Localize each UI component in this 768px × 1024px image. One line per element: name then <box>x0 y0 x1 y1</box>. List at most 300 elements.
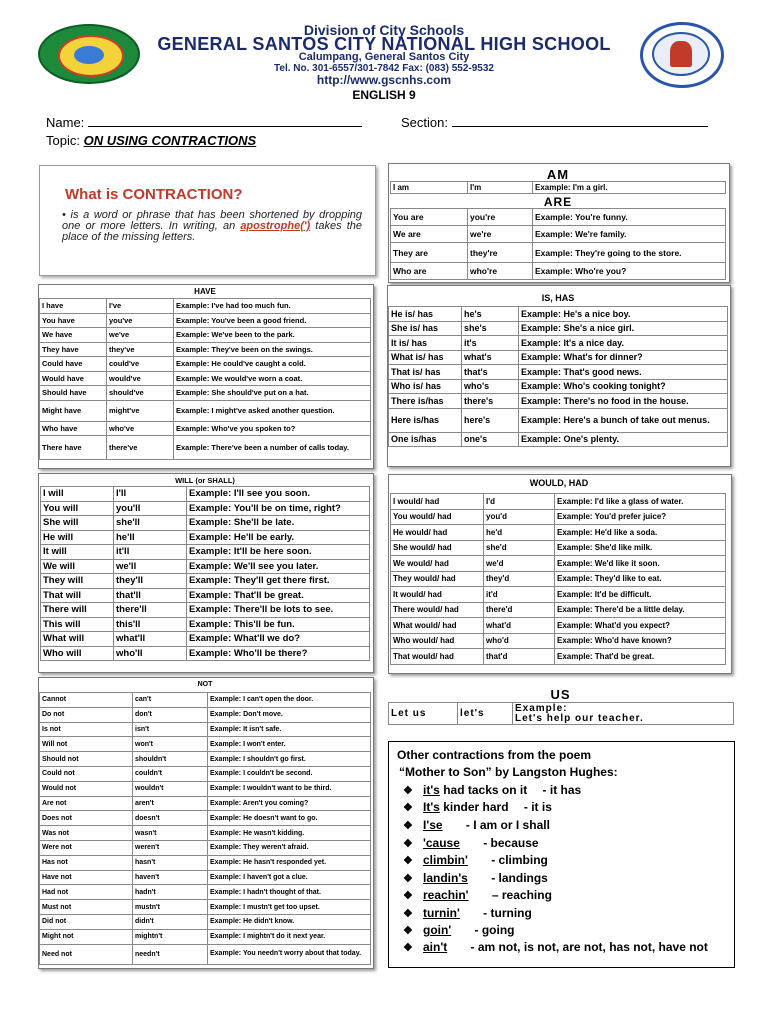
school-name: GENERAL SANTOS CITY NATIONAL HIGH SCHOOL <box>157 34 611 54</box>
diamond-bullet-icon: ❖ <box>403 855 413 867</box>
school-address: Calumpang, General Santos City <box>298 51 470 63</box>
diamond-bullet-icon: ❖ <box>403 785 413 797</box>
not-row <box>40 693 371 708</box>
would-row <box>391 525 726 541</box>
definition-box <box>39 165 376 276</box>
poem-word: landin's <box>423 871 468 885</box>
contraction-cell: who'll <box>114 646 187 661</box>
poem-meaning: - I am or I shall <box>462 818 550 832</box>
not-row <box>40 870 371 885</box>
am-table <box>390 181 726 194</box>
poem-contraction-row <box>403 888 552 902</box>
contraction-cell: it's <box>462 336 519 351</box>
full-form-cell: We will <box>41 559 114 574</box>
full-form-cell: One is/has <box>389 432 462 447</box>
contraction-cell: that's <box>462 365 519 380</box>
have-title: HAVE <box>194 287 216 296</box>
example-cell: Example: She'd like milk. <box>555 540 726 556</box>
topic-value: ON USING CONTRACTIONS <box>83 133 257 148</box>
full-form-cell: Is not <box>40 722 133 737</box>
full-form-cell: That will <box>41 588 114 603</box>
example-cell: Example: Who's cooking tonight? <box>519 379 728 394</box>
example-cell: Example: I won't enter. <box>208 737 371 752</box>
name-field[interactable] <box>46 114 362 130</box>
poem-meaning: - turning <box>479 906 532 920</box>
example-cell: Example: I'll see you soon. <box>187 487 370 502</box>
have-row <box>40 342 371 357</box>
will-row <box>41 516 370 531</box>
full-form-cell: They would/ had <box>391 571 484 587</box>
topic-line <box>46 133 256 148</box>
full-form-cell: Must not <box>40 900 133 915</box>
example-cell: Example: It'd be difficult. <box>555 587 726 603</box>
poem-contraction-row <box>403 923 515 937</box>
example-cell: Example: I've had too much fun. <box>174 299 371 314</box>
contraction-cell: there'll <box>114 603 187 618</box>
full-form-cell: Was not <box>40 826 133 841</box>
us-contraction: let's <box>458 703 513 725</box>
contraction-cell: haven't <box>133 870 208 885</box>
is_has-row <box>389 350 728 365</box>
example-cell: Example: He hasn't responded yet. <box>208 855 371 870</box>
full-form-cell: Will not <box>40 737 133 752</box>
contraction-cell: might've <box>107 400 174 421</box>
would-row <box>391 587 726 603</box>
contraction-cell: I've <box>107 299 174 314</box>
is_has-row <box>389 432 728 447</box>
full-form-cell: We are <box>391 226 468 243</box>
contraction-cell: what'll <box>114 632 187 647</box>
is_has-row <box>389 408 728 432</box>
poem-context: had tacks on it <box>439 783 528 797</box>
example-cell: Example: There've been a number of calls today. <box>174 436 371 460</box>
contraction-cell: here's <box>462 408 519 432</box>
poem-contraction-row <box>403 906 532 920</box>
not-row <box>40 885 371 900</box>
full-form-cell: He will <box>41 530 114 545</box>
example-cell: Example: I mustn't get too upset. <box>208 900 371 915</box>
example-cell: Example: I couldn't be second. <box>208 766 371 781</box>
example-cell: Example: He's a nice boy. <box>519 307 728 322</box>
poem-contraction-row <box>403 783 581 797</box>
contraction-cell: who've <box>107 421 174 436</box>
are-row <box>391 226 726 243</box>
example-cell: Example: They'll get there first. <box>187 574 370 589</box>
will-row <box>41 487 370 502</box>
contraction-cell: wasn't <box>133 826 208 841</box>
name-blank[interactable] <box>88 114 362 127</box>
have-row <box>40 299 371 314</box>
not-row <box>40 722 371 737</box>
contraction-cell: you're <box>468 209 533 226</box>
full-form-cell: We would/ had <box>391 556 484 572</box>
will-row <box>41 646 370 661</box>
contraction-cell: there'd <box>484 602 555 618</box>
contraction-cell: you'd <box>484 509 555 525</box>
poem-meaning: - it has <box>539 783 582 797</box>
full-form-cell: Who would/ had <box>391 633 484 649</box>
bullet-icon: • <box>62 209 66 221</box>
section-field[interactable] <box>401 114 708 130</box>
poem-contraction-row <box>403 871 548 885</box>
full-form-cell: That would/ had <box>391 649 484 665</box>
example-cell: Example: They weren't afraid. <box>208 840 371 855</box>
example-cell: Example: You'll be on time, right? <box>187 501 370 516</box>
contraction-cell: can't <box>133 693 208 708</box>
contraction-cell: this'll <box>114 617 187 632</box>
name-label: Name: <box>46 115 85 130</box>
are-row <box>391 263 726 280</box>
contraction-cell: there've <box>107 436 174 460</box>
contraction-cell: we're <box>468 226 533 243</box>
full-form-cell: They will <box>41 574 114 589</box>
contraction-cell: hasn't <box>133 855 208 870</box>
poem-word: climbin' <box>423 853 468 867</box>
are-table <box>390 208 726 280</box>
full-form-cell: He is/ has <box>389 307 462 322</box>
poem-word: ain't <box>423 940 448 954</box>
poem-word: 'cause <box>423 836 460 850</box>
full-form-cell: What will <box>41 632 114 647</box>
example-cell: Example: We've been to the park. <box>174 328 371 343</box>
not-row <box>40 737 371 752</box>
example-cell: Example: That'll be great. <box>187 588 370 603</box>
not-row <box>40 707 371 722</box>
example-cell: Example: Who're you? <box>533 263 726 280</box>
would-row <box>391 649 726 665</box>
example-cell: Example: What's for dinner? <box>519 350 728 365</box>
full-form-cell: Does not <box>40 811 133 826</box>
subject-title: ENGLISH 9 <box>352 88 416 102</box>
is_has-row <box>389 365 728 380</box>
contraction-cell: who'd <box>484 633 555 649</box>
not-row <box>40 826 371 841</box>
are-row <box>391 209 726 226</box>
full-form-cell: Cannot <box>40 693 133 708</box>
contraction-cell: needn't <box>133 944 208 964</box>
diamond-bullet-icon: ❖ <box>403 942 413 954</box>
example-cell: Example: He'd like a soda. <box>555 525 726 541</box>
poem-meaning: - climbing <box>487 853 548 867</box>
full-form-cell: Who will <box>41 646 114 661</box>
not-title: NOT <box>197 681 213 688</box>
contraction-cell: don't <box>133 707 208 722</box>
example-cell: Example: They'd like to eat. <box>555 571 726 587</box>
full-form-cell: There would/ had <box>391 602 484 618</box>
example-cell: Example: He wasn't kidding. <box>208 826 371 841</box>
contraction-cell: I'll <box>114 487 187 502</box>
contraction-cell: couldn't <box>133 766 208 781</box>
poem-contraction-row <box>403 836 539 850</box>
poem-meaning: - am not, is not, are not, has not, have not <box>467 940 708 954</box>
poem-title: “Mother to Son” by Langston Hughes: <box>399 765 618 779</box>
full-form-cell: Who are <box>391 263 468 280</box>
full-form-cell: It is/ has <box>389 336 462 351</box>
not-row <box>40 855 371 870</box>
poem-contraction-row <box>403 818 550 832</box>
are-row <box>391 243 726 263</box>
poem-contraction-row <box>403 800 552 814</box>
poem-word: reachin' <box>423 888 469 902</box>
full-form-cell: Did not <box>40 914 133 929</box>
contraction-cell: one's <box>462 432 519 447</box>
definition-text: • is a word or phrase that has been shortened by dropping one or more letters. In writing, an apostrophe(') takes the place of the missing letters. <box>62 209 362 243</box>
full-form-cell: It will <box>41 545 114 560</box>
would-row <box>391 556 726 572</box>
full-form-cell: Would not <box>40 781 133 796</box>
contraction-cell: I'm <box>468 182 533 194</box>
apostrophe-term: apostrophe(') <box>240 220 311 232</box>
example-cell: Example: I wouldn't want to be third. <box>208 781 371 796</box>
full-form-cell: I have <box>40 299 107 314</box>
not-row <box>40 914 371 929</box>
example-cell: Example: Aren't you coming? <box>208 796 371 811</box>
full-form-cell: I would/ had <box>391 494 484 510</box>
example-cell: Example: It isn't safe. <box>208 722 371 737</box>
have-row <box>40 328 371 343</box>
contraction-cell: you've <box>107 313 174 328</box>
full-form-cell: Might have <box>40 400 107 421</box>
example-cell: Example: He didn't know. <box>208 914 371 929</box>
contraction-cell: we'd <box>484 556 555 572</box>
topic-label: Topic: <box>46 133 80 148</box>
will-row <box>41 617 370 632</box>
full-form-cell: Who is/ has <box>389 379 462 394</box>
us-example: Example: Let's help our teacher. <box>513 703 734 725</box>
would-row <box>391 509 726 525</box>
will-row <box>41 530 370 545</box>
example-cell: Example: Don't move. <box>208 707 371 722</box>
contraction-cell: she'll <box>114 516 187 531</box>
school-phone: Tel. No. 301-6557/301-7842 Fax: (083) 552-9532 <box>274 63 494 74</box>
poem-word: I'se <box>423 818 443 832</box>
contraction-cell: we'll <box>114 559 187 574</box>
poem-word: it's <box>423 783 440 797</box>
contraction-cell: it'd <box>484 587 555 603</box>
us-table <box>388 702 734 725</box>
will-row <box>41 574 370 589</box>
full-form-cell: It would/ had <box>391 587 484 603</box>
poem-meaning: - going <box>471 923 515 937</box>
example-cell: Example: This'll be fun. <box>187 617 370 632</box>
example-cell: Example: That'd be great. <box>555 649 726 665</box>
example-cell: Example: It's a nice day. <box>519 336 728 351</box>
full-form-cell: That is/ has <box>389 365 462 380</box>
full-form-cell: Are not <box>40 796 133 811</box>
contraction-cell: I'd <box>484 494 555 510</box>
example-cell: Example: Here's a bunch of take out menus. <box>519 408 728 432</box>
example-cell: Example: I might've asked another question. <box>174 400 371 421</box>
school-url[interactable]: http://www.gscnhs.com <box>316 73 452 87</box>
full-form-cell: She is/ has <box>389 321 462 336</box>
is-has-title: IS, HAS <box>541 293 575 303</box>
example-cell: Example: They've been on the swings. <box>174 342 371 357</box>
am-title: AM <box>546 167 570 182</box>
full-form-cell: There is/has <box>389 394 462 409</box>
not-table <box>39 692 371 965</box>
full-form-cell: I will <box>41 487 114 502</box>
example-cell: Example: He could've caught a cold. <box>174 357 371 372</box>
diamond-bullet-icon: ❖ <box>403 908 413 920</box>
example-cell: Example: You'd prefer juice? <box>555 509 726 525</box>
full-form-cell: Have not <box>40 870 133 885</box>
example-cell: Example: There'd be a little delay. <box>555 602 726 618</box>
contraction-cell: he's <box>462 307 519 322</box>
us-phrase: Let us <box>389 703 458 725</box>
poem-word: goin' <box>423 923 452 937</box>
full-form-cell: This will <box>41 617 114 632</box>
would-row <box>391 540 726 556</box>
not-row <box>40 752 371 767</box>
would-row <box>391 494 726 510</box>
not-row <box>40 766 371 781</box>
contraction-cell: aren't <box>133 796 208 811</box>
have-row <box>40 400 371 421</box>
contraction-cell: she'd <box>484 540 555 556</box>
full-form-cell: Had not <box>40 885 133 900</box>
not-row <box>40 944 371 964</box>
am-row <box>391 182 726 194</box>
diamond-bullet-icon: ❖ <box>403 802 413 814</box>
would-row <box>391 571 726 587</box>
full-form-cell: They have <box>40 342 107 357</box>
contraction-cell: there's <box>462 394 519 409</box>
example-cell: Example: One's plenty. <box>519 432 728 447</box>
example-cell: Example: There'll be lots to see. <box>187 603 370 618</box>
have-row <box>40 357 371 372</box>
poem-word: turnin' <box>423 906 460 920</box>
have-row <box>40 436 371 460</box>
full-form-cell: They are <box>391 243 468 263</box>
not-row <box>40 929 371 944</box>
full-form-cell: You have <box>40 313 107 328</box>
example-cell: Example: I haven't got a clue. <box>208 870 371 885</box>
poem-contraction-row <box>403 853 548 867</box>
example-cell: Example: I'm a girl. <box>533 182 726 194</box>
full-form-cell: You are <box>391 209 468 226</box>
contraction-cell: what'd <box>484 618 555 634</box>
example-cell: Example: She's a nice girl. <box>519 321 728 336</box>
contraction-cell: that'll <box>114 588 187 603</box>
full-form-cell: You would/ had <box>391 509 484 525</box>
are-title: ARE <box>543 195 573 209</box>
full-form-cell: Should have <box>40 386 107 401</box>
example-cell: Example: I hadn't thought of that. <box>208 885 371 900</box>
full-form-cell: Were not <box>40 840 133 855</box>
diamond-bullet-icon: ❖ <box>403 873 413 885</box>
not-row <box>40 900 371 915</box>
contraction-cell: isn't <box>133 722 208 737</box>
contraction-cell: doesn't <box>133 811 208 826</box>
poem-context: kinder hard <box>439 800 509 814</box>
example-cell: Example: It'll be here soon. <box>187 545 370 560</box>
poem-meaning: - it is <box>520 800 552 814</box>
is_has-row <box>389 321 728 336</box>
diamond-bullet-icon: ❖ <box>403 890 413 902</box>
is_has-row <box>389 379 728 394</box>
full-form-cell: We have <box>40 328 107 343</box>
contraction-cell: should've <box>107 386 174 401</box>
diamond-bullet-icon: ❖ <box>403 838 413 850</box>
contraction-cell: could've <box>107 357 174 372</box>
have-row <box>40 421 371 436</box>
section-label: Section: <box>401 115 448 130</box>
full-form-cell: I am <box>391 182 468 194</box>
will-row <box>41 559 370 574</box>
contraction-cell: it'll <box>114 545 187 560</box>
full-form-cell: Might not <box>40 929 133 944</box>
example-cell: Example: We're family. <box>533 226 726 243</box>
diamond-bullet-icon: ❖ <box>403 925 413 937</box>
full-form-cell: Would have <box>40 371 107 386</box>
poem-word: It's <box>423 800 440 814</box>
contraction-cell: what's <box>462 350 519 365</box>
contraction-cell: they'll <box>114 574 187 589</box>
contraction-cell: wouldn't <box>133 781 208 796</box>
example-cell: Example: He'll be early. <box>187 530 370 545</box>
contraction-cell: who're <box>468 263 533 280</box>
example-cell: Example: What'd you expect? <box>555 618 726 634</box>
definition-title: What is CONTRACTION? <box>65 186 243 203</box>
contraction-cell: you'll <box>114 501 187 516</box>
not-row <box>40 796 371 811</box>
contraction-cell: she's <box>462 321 519 336</box>
diamond-bullet-icon: ❖ <box>403 820 413 832</box>
full-form-cell: There have <box>40 436 107 460</box>
contraction-cell: they've <box>107 342 174 357</box>
example-cell: Example: We would've worn a coat. <box>174 371 371 386</box>
us-title: US <box>550 687 571 702</box>
contraction-cell: he'd <box>484 525 555 541</box>
example-cell: Example: I mightn't do it next year. <box>208 929 371 944</box>
example-cell: Example: You needn't worry about that today. <box>208 944 371 964</box>
example-cell: Example: There's no food in the house. <box>519 394 728 409</box>
would-row <box>391 633 726 649</box>
example-cell: Example: I shouldn't go first. <box>208 752 371 767</box>
is_has-row <box>389 394 728 409</box>
have-table <box>39 298 371 460</box>
section-blank[interactable] <box>452 114 708 127</box>
will-row <box>41 603 370 618</box>
example-cell: Example: I can't open the door. <box>208 693 371 708</box>
contraction-cell: weren't <box>133 840 208 855</box>
poem-meaning: - because <box>479 836 539 850</box>
example-cell: Example: We'll see you later. <box>187 559 370 574</box>
example-cell: Example: Who'll be there? <box>187 646 370 661</box>
contraction-cell: they're <box>468 243 533 263</box>
full-form-cell: Here is/has <box>389 408 462 432</box>
contraction-cell: hadn't <box>133 885 208 900</box>
will-row <box>41 632 370 647</box>
full-form-cell: Do not <box>40 707 133 722</box>
contraction-cell: didn't <box>133 914 208 929</box>
have-row <box>40 386 371 401</box>
is_has-row <box>389 307 728 322</box>
is_has-row <box>389 336 728 351</box>
full-form-cell: Who have <box>40 421 107 436</box>
full-form-cell: What is/ has <box>389 350 462 365</box>
contraction-cell: mustn't <box>133 900 208 915</box>
poem-meaning: – reaching <box>488 888 552 902</box>
example-cell: Example: You're funny. <box>533 209 726 226</box>
full-form-cell: Has not <box>40 855 133 870</box>
example-cell: Example: He doesn't want to go. <box>208 811 371 826</box>
full-form-cell: She would/ had <box>391 540 484 556</box>
would-row <box>391 602 726 618</box>
example-cell: Example: She'll be late. <box>187 516 370 531</box>
poem-box <box>388 741 735 968</box>
contraction-cell: that'd <box>484 649 555 665</box>
